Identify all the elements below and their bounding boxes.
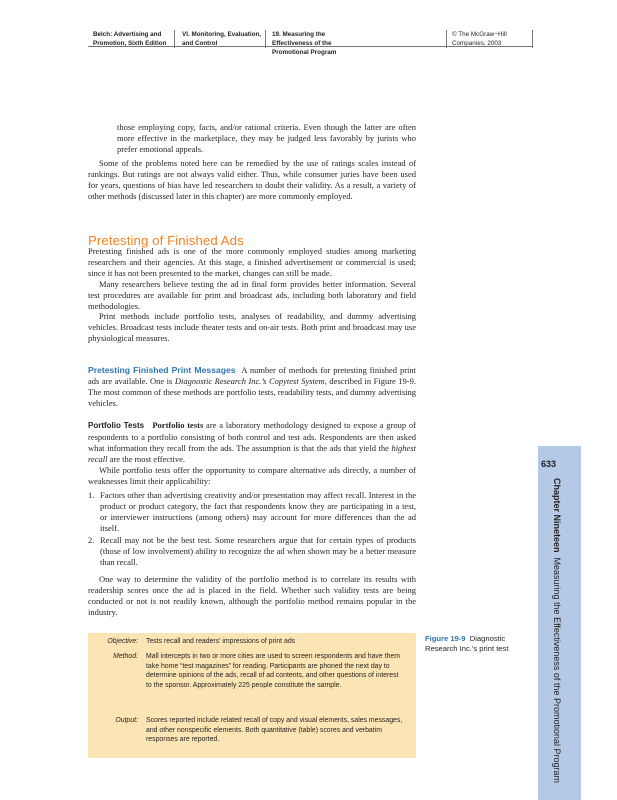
header-chapter-line2: Effectiveness of the	[272, 40, 332, 48]
subsection-italic: Diagnostic Research Inc.’s Copytest System,	[174, 375, 327, 386]
portfolio-text-after: are the most effective.	[107, 453, 186, 464]
list-item	[88, 490, 416, 534]
portfolio-heading: Portfolio Tests	[88, 421, 145, 430]
sidebar-chapter-label: Chapter Nineteen	[552, 478, 562, 553]
header-part-line2: and Control	[182, 40, 218, 48]
list-item-text: Factors other than advertising creativity and/or presentation may affect recall. Interest in the product or product category, the fact that respondents know they are participating in a test, or interviewer instructions (among others) may account for more differences than the ad itself.	[100, 490, 416, 534]
header-chapter-line3: Promotional Program	[272, 49, 337, 57]
figure-row-label: Objective:	[107, 638, 138, 645]
figure-caption-label: Figure 19-9	[425, 634, 466, 643]
quote-continuation-text: those employing copy, facts, and/or rational criteria. Even though the latter are often more effective in the marketplace, they may be judged less favorably by jurists who prefer emotional appeals.	[117, 122, 416, 154]
section-paragraph-2: Many researchers believe testing the ad in final form provides better information. Several test procedures are available for print and broadcast ads, including both laboratory and field methodologies.	[88, 278, 416, 311]
header-part-line1: VI. Monitoring, Evaluation,	[182, 31, 262, 38]
header-divider-4	[532, 30, 533, 48]
header-copyright-line1: © The McGraw−Hill	[452, 31, 507, 38]
figure-row-text: Mall intercepts in two or more cities are used to screen respondents and have them take home “test magazines” for reading. Participants are phoned the next day to determine opinions of the ads, recall of ad contents, and other questions of interest to the sponsor. Approximately 225 people constitute the sample.	[146, 653, 400, 689]
weakness-list	[88, 490, 416, 567]
figure-box	[88, 633, 416, 758]
page-number: 633	[541, 459, 557, 469]
subsection-text-before: A number of methods for pretesting finished print ads are available. One is	[88, 365, 417, 386]
section-heading: Pretesting of Finished Ads	[88, 233, 244, 248]
header-book-line1: Belch: Advertising and	[93, 31, 162, 38]
header-divider-2	[265, 30, 266, 48]
figure-row-text: Scores reported include related recall of copy and visual elements, sales messages, and other nonspecific elements. Both quantitative (table) scores and verbatim responses are reported.	[146, 717, 403, 744]
header-divider-3	[446, 30, 447, 48]
subsection-text-after: described in Figure 19-9. The most common of these methods are portfolio tests, readability tests, and dummy advertising vehicles.	[88, 375, 417, 408]
portfolio-term: Portfolio tests	[152, 420, 204, 430]
header-book-title	[93, 30, 166, 48]
portfolio-italic: highest recall	[88, 442, 416, 464]
header-chapter-title	[272, 30, 336, 58]
portfolio-paragraph-1	[88, 420, 416, 465]
figure-row-label: Method:	[113, 653, 138, 660]
list-item-text: Recall may not be the best test. Some researchers argue that for certain types of products (those of low involvement) ability to recognize the ad when shown may be a better measure than recall.	[100, 535, 416, 567]
intro-paragraph-text: Some of the problems noted here can be remedied by the use of ratings scales instead of rankings. But ratings are not always valid either. Thus, while consumer juries have been used for years, questions of bias have led researchers to doubt their validity. As a result, a variety of other methods (discussed later in this chapter) are more commonly employed.	[88, 158, 416, 201]
intro-paragraph	[88, 158, 416, 202]
section-paragraph-1: Pretesting finished ads is one of the more commonly employed studies among marketing researchers and their agencies. At this stage, a finished advertisement or commercial is used; since it has not been presented to the market, changes can still be made.	[88, 246, 416, 278]
portfolio-paragraph-3: One way to determine the validity of the portfolio method is to correlate its results with readership scores once the ad is placed in the field. Whether such validity tests are being conducted or not is not readily known, although the portfolio method remains popular in the industry.	[88, 573, 416, 617]
portfolio-block	[88, 420, 416, 617]
section-body	[88, 246, 416, 344]
subsection-block	[88, 365, 416, 409]
list-item-number: 1.	[88, 490, 95, 501]
quote-continuation	[117, 122, 416, 155]
header-chapter-line1: 19. Measuring the	[272, 31, 326, 38]
portfolio-paragraph-2: While portfolio tests offer the opportunity to compare alternative ads directly, a number of weaknesses limit their applicability:	[88, 464, 416, 486]
figure-caption-text: Diagnostic Research Inc.’s print test	[425, 634, 509, 653]
sidebar-chapter-text	[552, 478, 562, 783]
figure-row-label: Output:	[115, 717, 138, 724]
subsection-paragraph	[88, 365, 416, 409]
figure-caption	[425, 634, 533, 654]
subsection-heading: Pretesting Finished Print Messages	[88, 365, 236, 375]
header-book-line2: Promotion, Sixth Edition	[93, 40, 167, 48]
portfolio-text-before: are a laboratory methodology designed to expose a group of respondents to a portfolio consisting of both control and test ads. Respondents are then asked what information they recall from the ads. The assumption is that the ads that yield the	[88, 420, 416, 453]
list-item	[88, 535, 416, 568]
header-copyright	[452, 30, 507, 48]
header-copyright-line2: Companies, 2003	[452, 40, 502, 48]
list-item-number: 2.	[88, 535, 95, 546]
header-part-title	[182, 30, 261, 48]
header-divider-1	[174, 30, 175, 48]
sidebar-chapter-title: Measuring the Effectiveness of the Promotional Program	[552, 557, 562, 783]
figure-row-text: Tests recall and readers’ impressions of print ads	[146, 638, 296, 645]
section-paragraph-3: Print methods include portfolio tests, analyses of readability, and dummy advertising vehicles. Broadcast tests include theater tests and on-air tests. Both print and broadcast may use physiological measures.	[88, 311, 416, 344]
